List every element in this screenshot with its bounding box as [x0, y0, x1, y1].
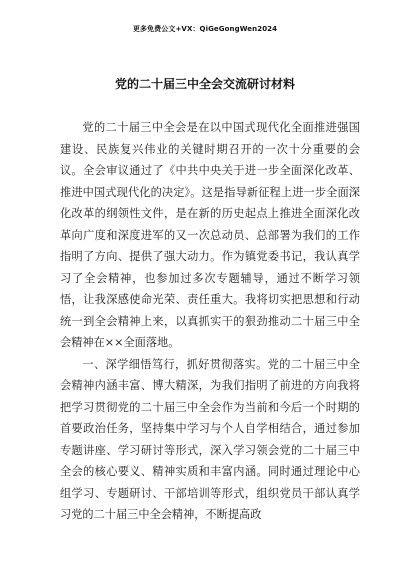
document-body: [60, 117, 360, 526]
paragraph-intro: 党的二十届三中全会是在以中国式现代化全面推进强国建设、民族复兴伟业的关键时期召开的一次十分重要的会议。全会审议通过了《中共中央关于进一步全面深化改革、推进中国式现代化的决定》。这是指导新征程上进一步全面深化改革的纲领性文件，是在新的历史起点上推进全面深化改革向广度和深度进军的又一次总动员、总部署为我们的工作指明了方向、提供了强大动力。作为镇党委书记，我认真学习了全会精神，也参加过多次专题辅导，通过不断学习领悟，让我深感使命光荣、责任重大。我将切实把思想和行动统一到全会精神上来，以真抓实干的狠劲推动二十届三中全会精神在××全面落地。: [60, 121, 360, 349]
header-note: 更多免费公文+VX：QiGeGongWen2024: [132, 25, 278, 33]
document-title: 党的二十届三中全会交流研讨材料: [114, 77, 295, 91]
paragraph-section-one: 一、深学细悟笃行，抓好贯彻落实。党的二十届三中全会精神内涵丰富、博大精深，为我们指明了前进的方向我将把学习贯彻党的二十届三中全会作为当前和今后一个时期的首要政治任务，坚持集中学习与个人自学相结合，通过参加专题讲座、学习研讨等形式，深入学习领会党的二十届三中全会的核心要义、精神实质和丰富内涵。同时通过理论中心组学习、专题研讨、干部培训等形式，组织党员干部认真学习党的二十届三中全会精神，不断提高政: [60, 357, 360, 521]
